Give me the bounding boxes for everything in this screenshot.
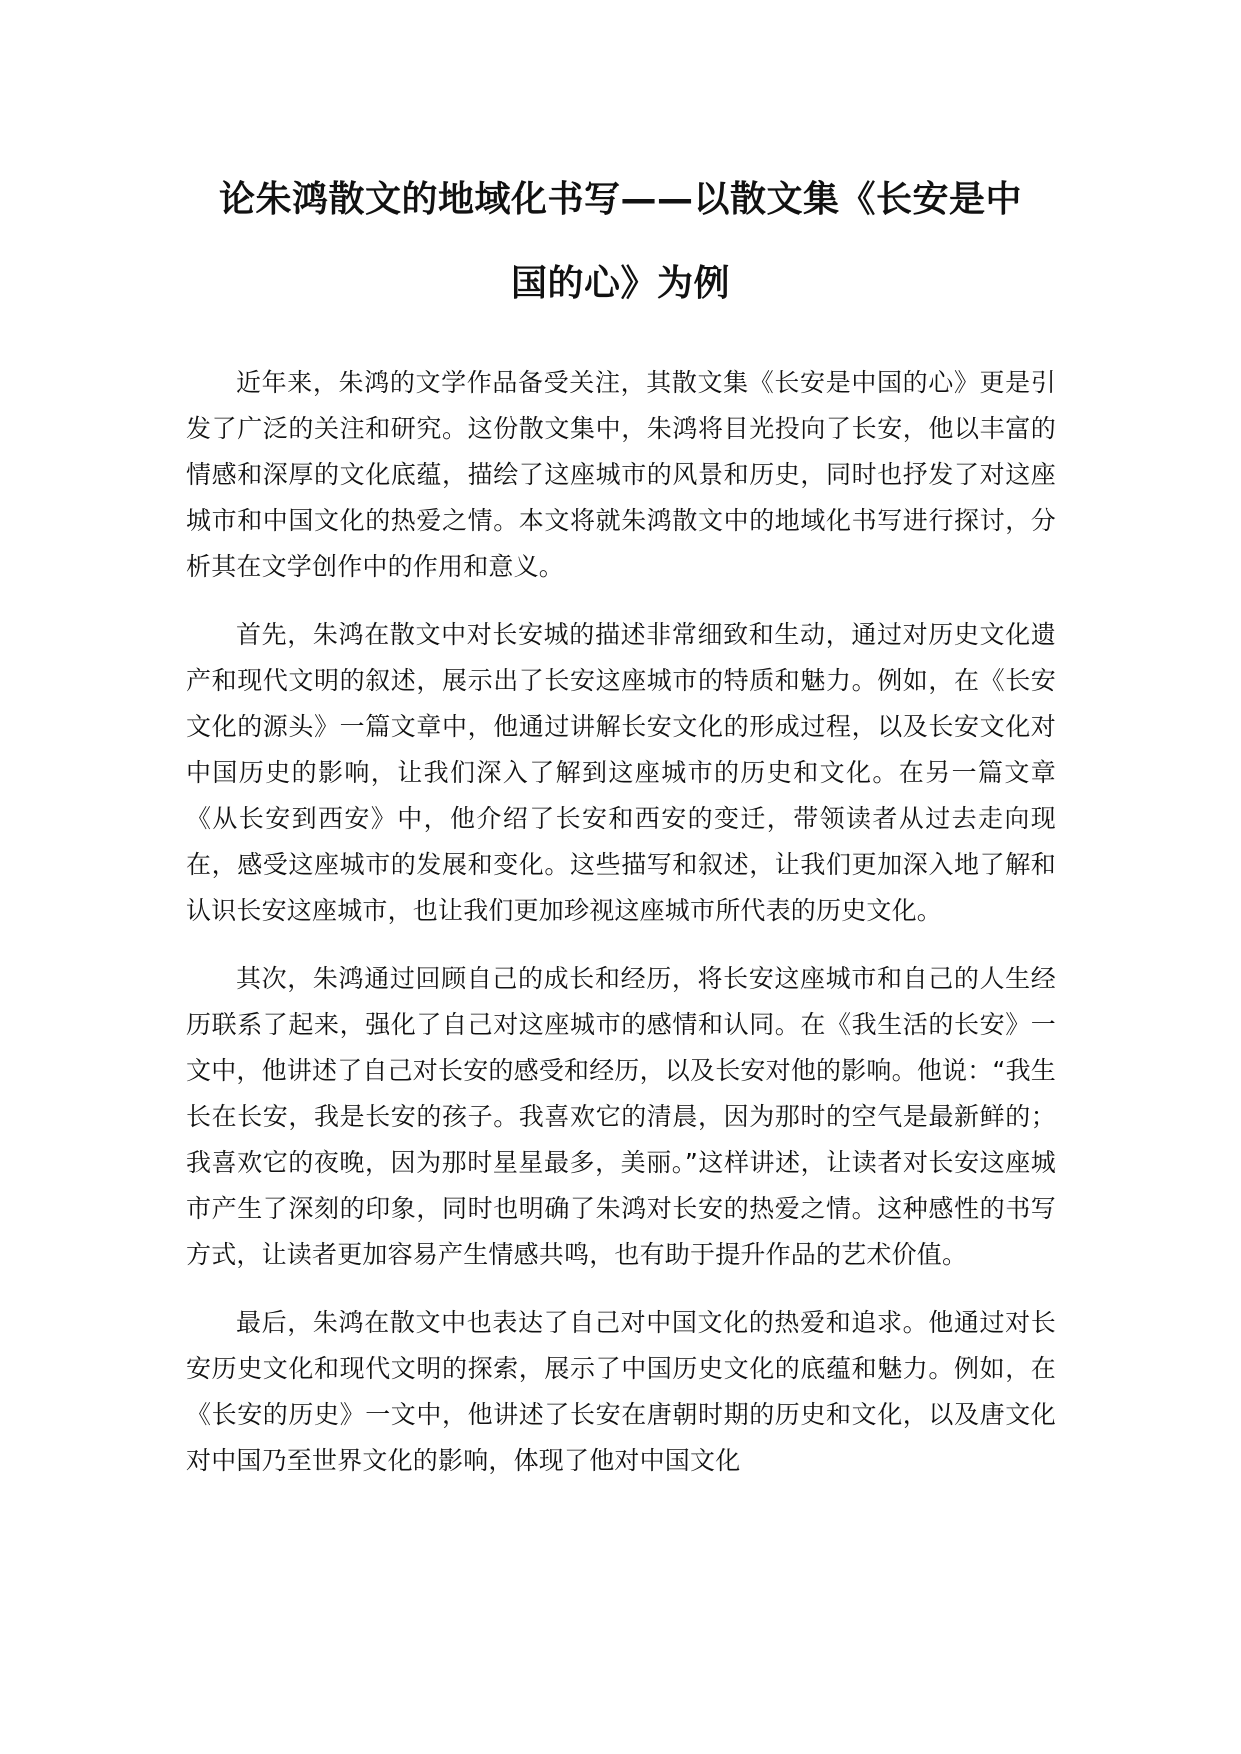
- paragraph-3: 其次，朱鸿通过回顾自己的成长和经历，将长安这座城市和自己的人生经历联系了起来，强化了自己对这座城市的感情和认同。在《我生活的长安》一文中，他讲述了自己对长安的感受和经历，以及长安对他的影响。他说：“我生长在长安，我是长安的孩子。我喜欢它的清晨，因为那时的空气是最新鲜的；我喜欢它的夜晚，因为那时星星最多，美丽。”这样讲述，让读者对长安这座城市产生了深刻的印象，同时也明确了朱鸿对长安的热爱之情。这种感性的书写方式，让读者更加容易产生情感共鸣，也有助于提升作品的艺术价值。: [186, 964, 1056, 1269]
- title-line-1: 论朱鸿散文的地域化书写——以散文集《长安是中: [218, 179, 1022, 220]
- title-line-2: 国的心》为例: [510, 263, 730, 304]
- paragraph-2: 首先，朱鸿在散文中对长安城的描述非常细致和生动，通过对历史文化遗产和现代文明的叙述，展示出了长安这座城市的特质和魅力。例如，在《长安文化的源头》一篇文章中，他通过讲解长安文化的形成过程，以及长安文化对中国历史的影响，让我们深入了解到这座城市的历史和文化。在另一篇文章《从长安到西安》中，他介绍了长安和西安的变迁，带领读者从过去走向现在，感受这座城市的发展和变化。这些描写和叙述，让我们更加深入地了解和认识长安这座城市，也让我们更加珍视这座城市所代表的历史文化。: [186, 620, 1056, 925]
- paragraph-4: 最后，朱鸿在散文中也表达了自己对中国文化的热爱和追求。他通过对长安历史文化和现代文明的探索，展示了中国历史文化的底蕴和魅力。例如，在《长安的历史》一文中，他讲述了长安在唐朝时期的历史和文化，以及唐文化对中国乃至世界文化的影响，体现了他对中国文化: [186, 1308, 1056, 1475]
- document-body: [186, 360, 1056, 1506]
- paragraph-1: 近年来，朱鸿的文学作品备受关注，其散文集《长安是中国的心》更是引发了广泛的关注和研究。这份散文集中，朱鸿将目光投向了长安，他以丰富的情感和深厚的文化底蕴，描绘了这座城市的风景和历史，同时也抒发了对这座城市和中国文化的热爱之情。本文将就朱鸿散文中的地域化书写进行探讨，分析其在文学创作中的作用和意义。: [186, 368, 1056, 581]
- document-title: [150, 158, 1091, 326]
